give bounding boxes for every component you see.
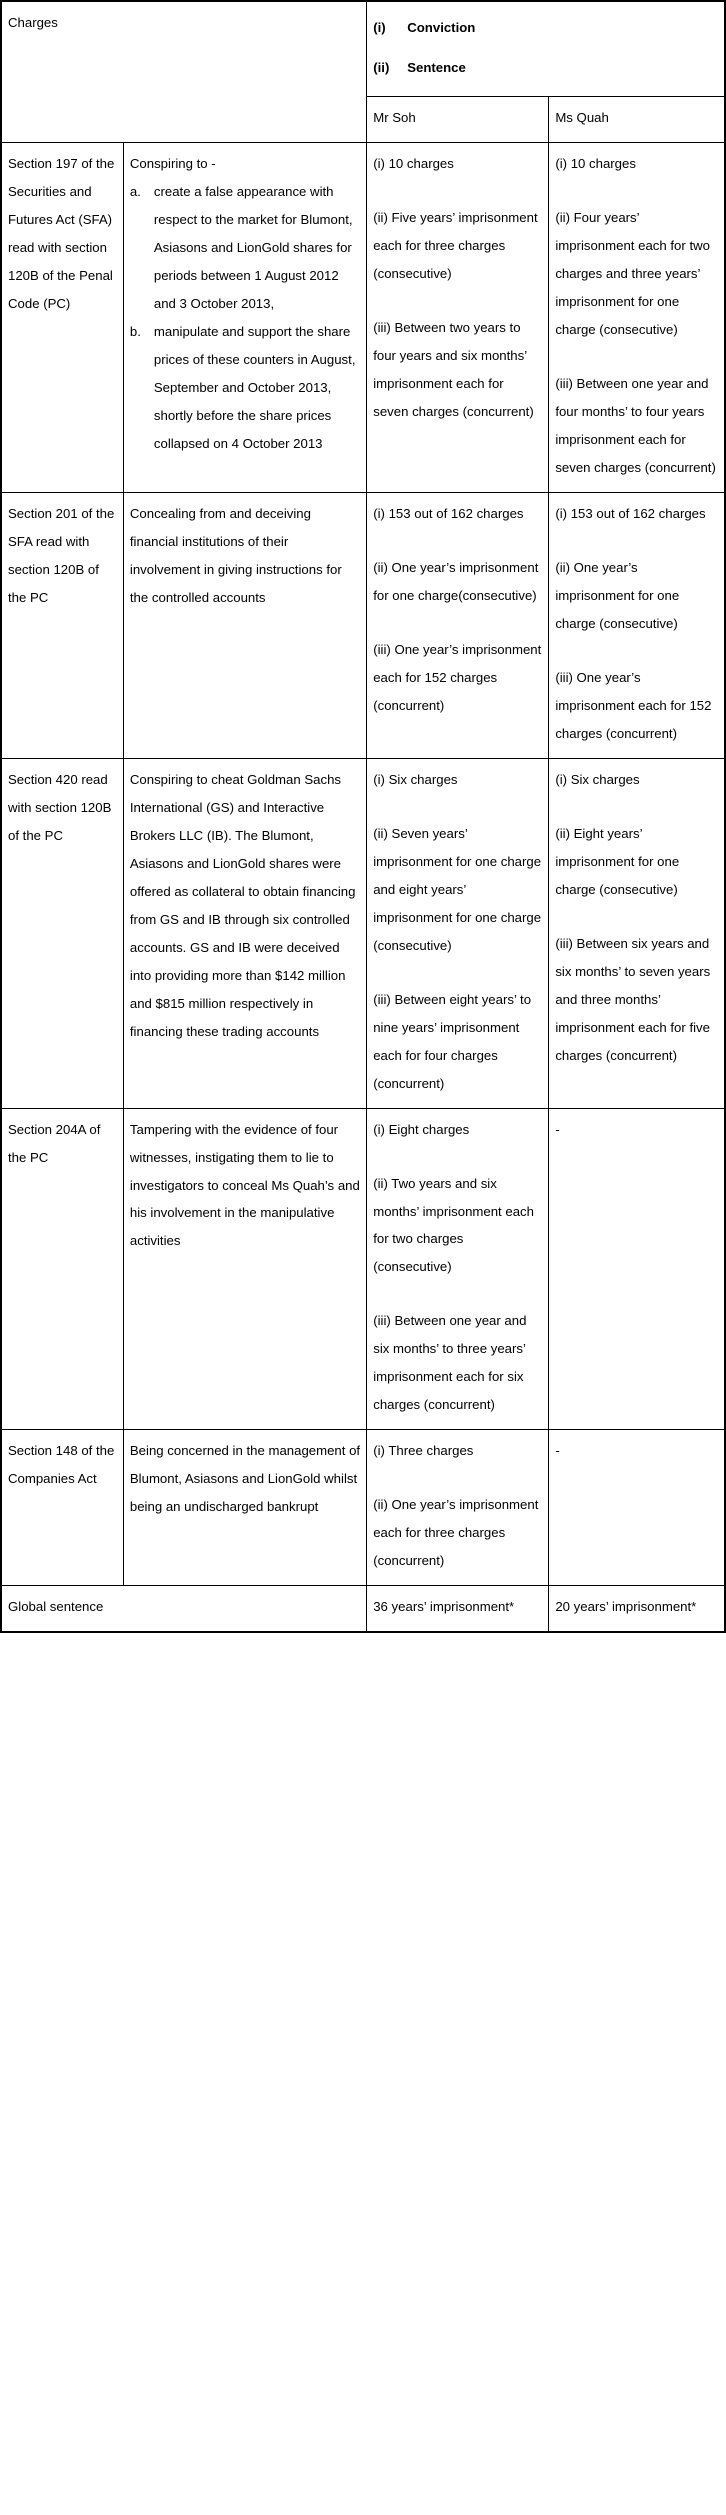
sentence-item: (ii) One year’s imprisonment each for three charges (concurrent) <box>373 1497 539 1569</box>
cell-section-reference: Section 201 of the SFA read with section 120B of the PC <box>1 492 123 758</box>
cell-section-reference: Section 197 of the Securities and Futures Act (SFA) read with section 120B of the Penal Code (PC) <box>1 142 123 492</box>
sentence-item: (ii) One year’s imprisonment for one charge (consecutive) <box>555 559 680 631</box>
table-body <box>1 142 725 1585</box>
sentence-item: (i) 153 out of 162 charges <box>555 505 706 521</box>
sentence-item: (iii) Between six years and six months’ to seven years and three months’ imprisonment each for five charges (concurrent) <box>555 935 711 1063</box>
sentence-item: (i) 153 out of 162 charges <box>373 505 524 521</box>
sentence-item: (i) Eight charges <box>373 1121 470 1137</box>
sentence-item: (i) Six charges <box>555 771 640 787</box>
sentence-item: (ii) Five years’ imprisonment each for three charges (consecutive) <box>373 209 538 281</box>
sentence-item: (ii) Four years’ imprisonment each for two charges and three years’ imprisonment for one charge (consecutive) <box>555 209 710 337</box>
cell-no-charge-quah: - <box>549 1430 725 1586</box>
cell-section-reference: Section 204A of the PC <box>1 1108 123 1430</box>
cell-charge-description <box>123 142 366 492</box>
charge-sub-item <box>130 178 360 318</box>
charge-sub-item-text: manipulate and support the share prices of these counters in August, September and October 2013, shortly before the share prices collapsed on 4 October 2013 <box>153 323 356 451</box>
header-charges: Charges <box>1 1 367 142</box>
sentence-item: (iii) Between two years to four years and six months’ imprisonment each for seven charges (concurrent) <box>373 319 534 419</box>
charge-sub-list <box>130 178 360 458</box>
charge-sub-item-marker: b. <box>129 323 141 339</box>
table-header <box>1 1 725 142</box>
sentence-item: (iii) One year’s imprisonment each for 152 charges (concurrent) <box>555 669 712 741</box>
sentence-item: (iii) Between one year and four months’ to four years imprisonment each for seven charges (concurrent) <box>555 375 716 475</box>
sentence-item: (ii) Seven years’ imprisonment for one charge and eight years’ imprisonment for one charge (consecutive) <box>373 825 542 953</box>
cell-section-reference: Section 148 of the Companies Act <box>1 1430 123 1586</box>
table-row <box>1 1108 725 1430</box>
global-sentence-label: Global sentence <box>1 1586 367 1632</box>
conviction-roman-numeral: (i) <box>373 20 386 35</box>
table-row <box>1 1430 725 1586</box>
cell-sentence-quah <box>549 758 725 1108</box>
global-sentence-row <box>1 1586 725 1632</box>
header-conviction-sentence <box>367 1 725 96</box>
cell-charge-description <box>123 758 366 1108</box>
cell-sentence-soh <box>367 1430 549 1586</box>
table-row <box>1 758 725 1108</box>
global-sentence-quah: 20 years’ imprisonment* <box>549 1586 725 1632</box>
sentence-item: (i) Three charges <box>373 1443 474 1459</box>
table-row <box>1 142 725 492</box>
cell-sentence-soh <box>367 758 549 1108</box>
sentence-item: (iii) Between one year and six months’ to three years’ imprisonment each for six charges (concurrent) <box>373 1313 527 1413</box>
cell-sentence-soh <box>367 142 549 492</box>
cell-no-charge-quah: - <box>549 1108 725 1430</box>
table-row <box>1 492 725 758</box>
charge-description-intro: Being concerned in the management of Blumont, Asiasons and LionGold whilst being an undischarged bankrupt <box>129 1443 361 1515</box>
global-sentence-soh: 36 years’ imprisonment* <box>367 1586 549 1632</box>
charge-sub-item-marker: a. <box>129 183 141 199</box>
header-conviction-line <box>373 14 718 42</box>
sentence-item: (i) 10 charges <box>555 155 636 171</box>
cell-sentence-quah <box>549 142 725 492</box>
cell-charge-description <box>123 492 366 758</box>
header-person-soh: Mr Soh <box>367 96 549 142</box>
charge-description-intro: Conspiring to - <box>129 155 216 171</box>
sentence-item: (ii) One year’s imprisonment for one charge(consecutive) <box>373 559 539 603</box>
charge-description-intro: Concealing from and deceiving financial institutions of their involvement in giving instructions for the controlled accounts <box>129 505 342 605</box>
header-person-quah: Ms Quah <box>549 96 725 142</box>
charge-sub-item-text: create a false appearance with respect to the market for Blumont, Asiasons and LionGold shares for periods between 1 August 2012 and 3 October 2013, <box>153 183 353 311</box>
sentence-item: (iii) Between eight years’ to nine years’ imprisonment each for four charges (concurrent) <box>373 991 532 1091</box>
sentence-item: (ii) Eight years’ imprisonment for one charge (consecutive) <box>555 825 680 897</box>
sentence-item: (iii) One year’s imprisonment each for 152 charges (concurrent) <box>373 641 542 713</box>
sentence-label: Sentence <box>407 59 466 75</box>
charge-description-intro: Tampering with the evidence of four witnesses, instigating them to lie to investigators to conceal Ms Quah’s and his involvement in the manipulative activities <box>129 1121 360 1249</box>
charge-sub-item <box>130 318 360 458</box>
conviction-label: Conviction <box>407 20 476 35</box>
cell-sentence-soh <box>367 1108 549 1430</box>
cell-sentence-soh <box>367 492 549 758</box>
cell-charge-description <box>123 1430 366 1586</box>
sentence-roman-numeral: (ii) <box>373 59 390 75</box>
cell-charge-description <box>123 1108 366 1430</box>
cell-sentence-quah <box>549 492 725 758</box>
charge-description-intro: Conspiring to cheat Goldman Sachs International (GS) and Interactive Brokers LLC (IB). The Blumont, Asiasons and LionGold shares were offered as collateral to obtain financing from GS and IB through six controlled accounts. GS and IB were deceived into providing more than $142 million and $815 million respectively in financing these trading accounts <box>129 771 356 1039</box>
table-footer <box>1 1586 725 1632</box>
cell-section-reference: Section 420 read with section 120B of the PC <box>1 758 123 1108</box>
header-sentence-line <box>373 54 718 82</box>
header-row-primary <box>1 1 725 96</box>
sentence-item: (i) 10 charges <box>373 155 454 171</box>
sentence-item: (ii) Two years and six months’ imprisonment each for two charges (consecutive) <box>373 1175 534 1275</box>
sentence-item: (i) Six charges <box>373 771 458 787</box>
